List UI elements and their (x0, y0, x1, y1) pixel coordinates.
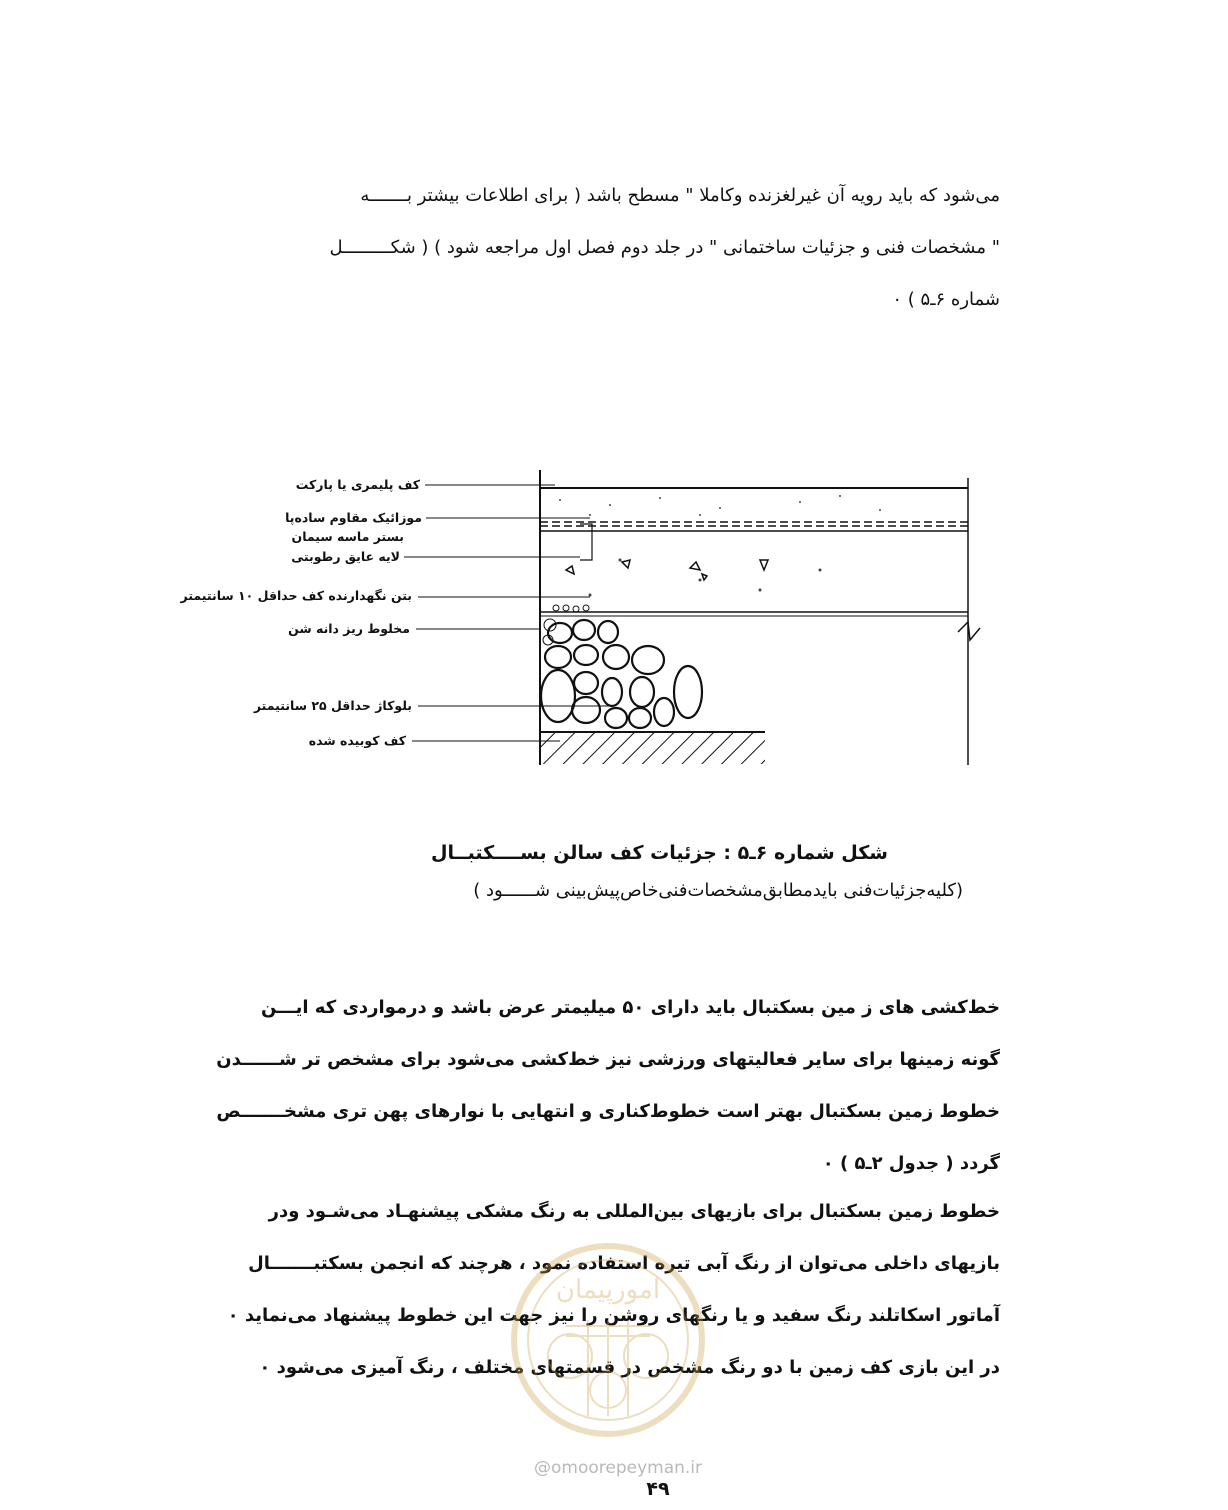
body-line: خطوط زمین بسکتبال برای بازیهای بین‌المللی به رنگ مشکی پیشنهـاد می‌شـود ودر (268, 1201, 1000, 1222)
compacted-ground-hatch (540, 732, 765, 764)
label-moisture-barrier: لایه عایق رطوبتی (291, 549, 400, 564)
body-line: بازیهای داخلی می‌توان از رنگ آبی تیره استفاده نمود ، هرچند که انجمن بسکتبـــــــال (248, 1253, 1000, 1274)
label-sand-cement: بستر ماسه سیمان (291, 529, 404, 544)
body-line: گونه زمینها برای سایر فعالیتهای ورزشی نیز خط‌کشی می‌شود برای مشخص تر شــــــدن (216, 1049, 1000, 1070)
blockage-stones (541, 620, 702, 728)
watermark-text: امورپیمان (555, 1275, 661, 1305)
body-paragraph-1 (216, 982, 1000, 1190)
figure-caption-title: شکل شماره ۶ـ۵ : جزئیات کف سالن بســــکتبــال (430, 842, 888, 864)
body-line: خطوط زمین بسکتبال بهتر است خطوط‌کناری و انتهایی با نوارهای پهن تری مشخـــــــص (216, 1101, 1000, 1122)
label-blockage: بلوکاژ حداقل ۲۵ سانتیمتر (253, 698, 412, 713)
intro-line: می‌شود که باید رویه آن غیرلغزنده وکاملا " مسطح باشد ( برای اطلاعات بیشتر بـــــــه (360, 185, 1000, 206)
site-url: @omoorepeyman.ir (533, 1458, 703, 1478)
break-symbol (958, 622, 980, 640)
label-polymer-floor: کف پلیمری یا پارکت (295, 477, 420, 492)
leader-lines (404, 485, 610, 741)
label-concrete: بتن نگهدارنده کف حداقل ۱۰ سانتیمتر (180, 588, 412, 603)
intro-line: شماره ۶ـ۵ ) ۰ (892, 289, 1000, 310)
moisture-layer-bracket (580, 524, 592, 560)
label-compacted-ground: کف کوبیده شده (308, 733, 406, 748)
body-line: خط‌کشی های ز مین بسکتبال باید دارای ۵۰ میلیمتر عرض باشد و درمواردی که ایـــن (260, 997, 1000, 1018)
body-line: آماتور اسکاتلند رنگ سفید و یا رنگهای روشن را نیز جهت این خطوط پیشنهاد می‌نماید ۰ (227, 1305, 1000, 1326)
intro-line: " مشخصات فنی و جزئیات ساختمانی " در جلد دوم فصل اول مراجعه شود ) ( شکـــــــــل (329, 237, 1000, 258)
concrete-aggregate (566, 560, 768, 580)
label-mosaic: موزائیک مقاوم ساده‌پا (285, 510, 422, 525)
figure-caption-note: (کلیه‌جزئیات‌فنی بایدمطابق‌مشخصات‌فنی‌خاص‌پیش‌بینی شــــــود ) (473, 880, 963, 901)
body-line: در این بازی کف زمین با دو رنگ مشخص در قسمتهای مختلف ، رنگ آمیزی می‌شود ۰ (259, 1357, 1000, 1378)
watermark-logo (508, 1240, 708, 1440)
label-fine-gravel: مخلوط ریز دانه شن (288, 621, 410, 636)
concrete-speckle (559, 495, 881, 597)
body-line: گردد ( جدول ۲ـ۵ ) ۰ (822, 1153, 1000, 1174)
page-number: ۴۹ (646, 1478, 670, 1500)
